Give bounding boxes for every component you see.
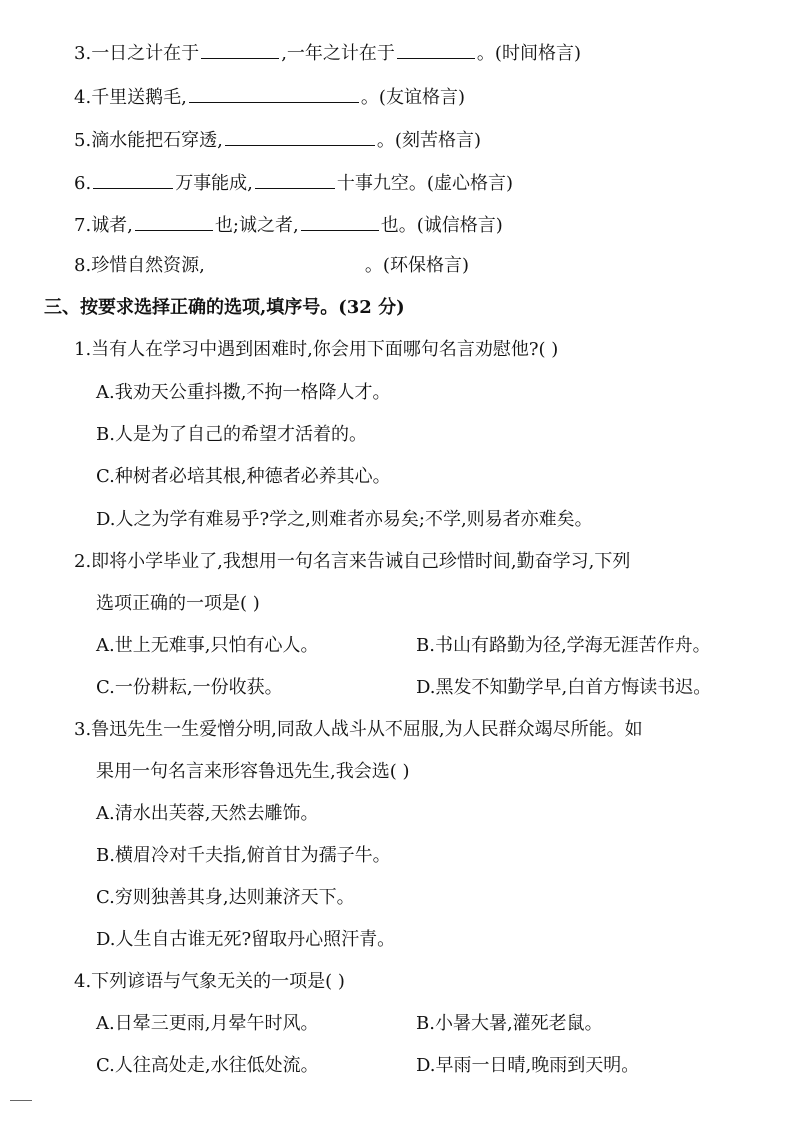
question-4-stem: 4.下列谚语与气象无关的一项是( ) — [74, 971, 345, 992]
question-2-option-d[interactable]: D.黑发不知勤学早,白首方悔读书迟。 — [416, 677, 712, 698]
question-3-stem-cont: 果用一句名言来形容鲁迅先生,我会选( ) — [96, 761, 410, 782]
item-text: 。(环保格言) — [364, 255, 469, 276]
item-text: 也。(诚信格言) — [380, 215, 503, 236]
fill-item-8 — [74, 254, 469, 278]
question-3-option-d[interactable]: D.人生自古谁无死?留取丹心照汗青。 — [96, 929, 396, 950]
item-text: 诚者, — [91, 215, 133, 236]
question-4-option-d[interactable]: D.早雨一日晴,晚雨到天明。 — [416, 1055, 640, 1076]
answer-blank[interactable] — [301, 212, 379, 231]
item-text: 。(时间格言) — [476, 43, 581, 64]
answer-blank[interactable] — [225, 127, 375, 146]
answer-blank[interactable] — [93, 170, 173, 189]
question-2-option-a[interactable]: A.世上无难事,只怕有心人。 — [96, 635, 319, 656]
item-text: 滴水能把石穿透, — [91, 130, 223, 151]
question-1-option-d[interactable]: D.人之为学有难易乎?学之,则难者亦易矣;不学,则易者亦难矣。 — [96, 509, 593, 530]
question-4-option-c[interactable]: C.人往高处走,水往低处流。 — [96, 1055, 319, 1076]
item-number: 7. — [74, 215, 92, 236]
answer-blank[interactable] — [189, 84, 359, 103]
question-2-stem: 2.即将小学毕业了,我想用一句名言来告诫自己珍惜时间,勤奋学习,下列 — [74, 551, 631, 572]
item-text: 千里送鹅毛, — [91, 87, 187, 108]
item-text: 珍惜自然资源, — [91, 255, 205, 276]
question-2-option-c[interactable]: C.一份耕耘,一份收获。 — [96, 677, 283, 698]
fill-item-4 — [74, 84, 465, 110]
item-number: 4. — [74, 87, 92, 108]
item-number: 8. — [74, 255, 92, 276]
item-text: 也;诚之者, — [214, 215, 299, 236]
item-number: 6. — [74, 173, 92, 194]
item-text: 十事九空。(虚心格言) — [336, 173, 513, 194]
answer-blank[interactable] — [201, 40, 279, 59]
question-1-stem: 1.当有人在学习中遇到困难时,你会用下面哪句名言劝慰他?( ) — [74, 339, 559, 360]
question-3-option-a[interactable]: A.清水出芙蓉,天然去雕饰。 — [96, 803, 319, 824]
item-text: ,一年之计在于 — [281, 43, 395, 64]
item-text: 。(刻苦格言) — [376, 130, 481, 151]
answer-blank[interactable] — [135, 212, 213, 231]
item-number: 3. — [74, 43, 92, 64]
fill-item-5 — [74, 127, 481, 153]
question-2-option-b[interactable]: B.书山有路勤为径,学海无涯苦作舟。 — [416, 635, 711, 656]
question-1-option-a[interactable]: A.我劝天公重抖擞,不拘一格降人才。 — [96, 382, 391, 403]
item-text: 。(友谊格言) — [360, 87, 465, 108]
fill-item-6 — [74, 170, 513, 196]
question-1-option-c[interactable]: C.种树者必培其根,种德者必养其心。 — [96, 466, 391, 487]
question-4-option-a[interactable]: A.日晕三更雨,月晕午时风。 — [96, 1013, 319, 1034]
question-3-option-c[interactable]: C.穷则独善其身,达则兼济天下。 — [96, 887, 355, 908]
item-text: 一日之计在于 — [91, 43, 200, 64]
section-title: 三、按要求选择正确的选项,填序号。(32 分) — [44, 297, 405, 318]
item-number: 5. — [74, 130, 92, 151]
question-1-option-b[interactable]: B.人是为了自己的希望才活着的。 — [96, 424, 367, 445]
answer-blank[interactable] — [397, 40, 475, 59]
page-edge-mark — [10, 1100, 32, 1101]
question-2-stem-cont: 选项正确的一项是( ) — [96, 593, 260, 614]
answer-blank[interactable] — [255, 170, 335, 189]
question-3-option-b[interactable]: B.横眉冷对千夫指,俯首甘为孺子牛。 — [96, 845, 391, 866]
item-text: 万事能成, — [175, 173, 253, 194]
question-3-stem: 3.鲁迅先生一生爱憎分明,同敌人战斗从不屈服,为人民群众竭尽所能。如 — [74, 719, 643, 740]
fill-item-7 — [74, 212, 503, 238]
question-4-option-b[interactable]: B.小暑大暑,灌死老鼠。 — [416, 1013, 603, 1034]
fill-item-3 — [74, 40, 581, 66]
